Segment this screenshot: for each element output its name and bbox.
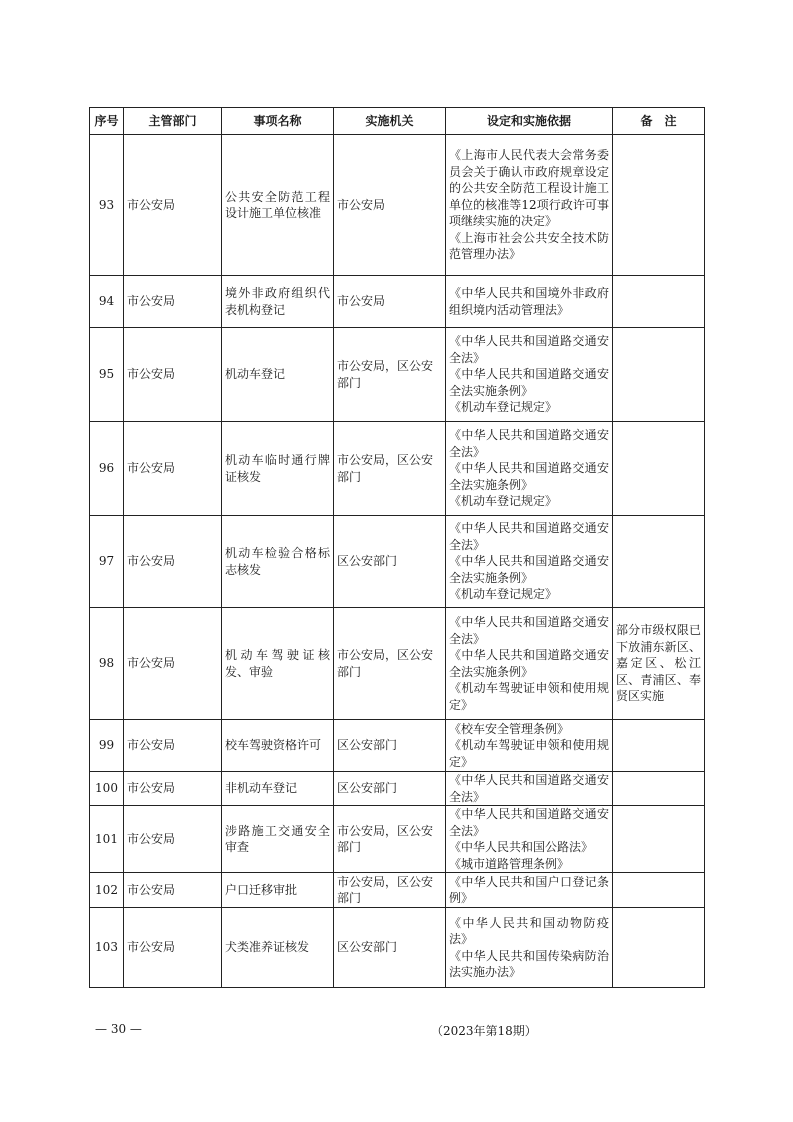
row-agency: 区公安部门 xyxy=(334,772,446,806)
row-agency: 市公安局，区公安部门 xyxy=(334,422,446,516)
row-agency: 区公安部门 xyxy=(334,516,446,608)
row-item-name: 机动车临时通行牌证核发 xyxy=(222,422,334,516)
basis-document: 《中华人民共和国道路交通安全法实施条例》 xyxy=(449,648,609,679)
row-notes xyxy=(613,328,705,422)
basis-document: 《中华人民共和国道路交通安全法》 xyxy=(449,773,609,804)
table-row xyxy=(90,806,705,873)
table-row xyxy=(90,608,705,720)
row-item-name: 机动车登记 xyxy=(222,328,334,422)
basis-document: 《校车安全管理条例》 xyxy=(449,721,570,736)
row-index: 94 xyxy=(90,276,124,328)
row-basis xyxy=(446,608,613,720)
basis-document: 《中华人民共和国道路交通安全法实施条例》 xyxy=(449,461,609,492)
row-notes xyxy=(613,908,705,988)
row-department: 市公安局 xyxy=(124,608,222,720)
row-notes xyxy=(613,720,705,772)
basis-document: 《机动车登记规定》 xyxy=(449,494,558,509)
row-index: 101 xyxy=(90,806,124,873)
row-notes xyxy=(613,806,705,873)
row-item-name: 非机动车登记 xyxy=(222,772,334,806)
basis-document: 《机动车登记规定》 xyxy=(449,400,558,415)
row-department: 市公安局 xyxy=(124,908,222,988)
basis-document: 《中华人民共和国传染病防治法实施办法》 xyxy=(449,948,609,979)
row-notes xyxy=(613,772,705,806)
table-row xyxy=(90,276,705,328)
row-agency: 市公安局，区公安部门 xyxy=(334,873,446,908)
row-item-name: 机动车驾驶证核发、审验 xyxy=(222,608,334,720)
header-item-name: 事项名称 xyxy=(222,108,334,135)
row-index: 95 xyxy=(90,328,124,422)
row-basis xyxy=(446,516,613,608)
issue-label: （2023年第18期） xyxy=(431,1024,537,1038)
row-basis xyxy=(446,772,613,806)
basis-document: 《中华人民共和国动物防疫法》 xyxy=(449,915,609,946)
row-department: 市公安局 xyxy=(124,135,222,276)
row-notes xyxy=(613,873,705,908)
row-basis xyxy=(446,806,613,873)
basis-document: 《城市道路管理条例》 xyxy=(449,856,570,871)
row-item-name: 涉路施工交通安全审查 xyxy=(222,806,334,873)
row-agency: 区公安部门 xyxy=(334,908,446,988)
table-row xyxy=(90,516,705,608)
row-notes: 部分市级权限已下放浦东新区、嘉定区、松江区、青浦区、奉贤区实施 xyxy=(613,608,705,720)
basis-document: 《中华人民共和国道路交通安全法实施条例》 xyxy=(449,554,609,585)
row-index: 97 xyxy=(90,516,124,608)
basis-document: 《中华人民共和国道路交通安全法实施条例》 xyxy=(449,367,609,398)
row-department: 市公安局 xyxy=(124,772,222,806)
row-item-name: 机动车检验合格标志核发 xyxy=(222,516,334,608)
row-index: 102 xyxy=(90,873,124,908)
row-basis xyxy=(446,720,613,772)
row-department: 市公安局 xyxy=(124,422,222,516)
basis-document: 《中华人民共和国道路交通安全法》 xyxy=(449,521,609,552)
row-department: 市公安局 xyxy=(124,276,222,328)
basis-document: 《中华人民共和国道路交通安全法》 xyxy=(449,615,609,646)
basis-document: 《中华人民共和国道路交通安全法》 xyxy=(449,428,609,459)
basis-document: 《中华人民共和国公路法》 xyxy=(449,840,594,854)
row-index: 96 xyxy=(90,422,124,516)
row-index: 103 xyxy=(90,908,124,988)
table-row xyxy=(90,720,705,772)
page-footer xyxy=(89,1022,704,1042)
permit-table xyxy=(89,107,705,988)
row-item-name: 户口迁移审批 xyxy=(222,873,334,908)
row-item-name: 公共安全防范工程设计施工单位核准 xyxy=(222,135,334,276)
row-index: 98 xyxy=(90,608,124,720)
basis-document: 《中华人民共和国户口登记条例》 xyxy=(449,874,609,905)
header-notes: 备 注 xyxy=(613,108,705,135)
basis-document: 《中华人民共和国境外非政府组织境内活动管理法》 xyxy=(449,286,609,317)
basis-document: 《机动车驾驶证申领和使用规定》 xyxy=(449,738,609,769)
row-department: 市公安局 xyxy=(124,328,222,422)
row-department: 市公安局 xyxy=(124,806,222,873)
row-basis xyxy=(446,873,613,908)
row-basis xyxy=(446,135,613,276)
row-agency: 市公安局 xyxy=(334,276,446,328)
row-index: 93 xyxy=(90,135,124,276)
row-agency: 市公安局，区公安部门 xyxy=(334,608,446,720)
table-row xyxy=(90,328,705,422)
row-basis xyxy=(446,908,613,988)
basis-document: 《中华人民共和国道路交通安全法》 xyxy=(449,807,609,838)
row-agency: 市公安局，区公安部门 xyxy=(334,328,446,422)
table-row xyxy=(90,908,705,988)
row-item-name: 犬类准养证核发 xyxy=(222,908,334,988)
header-agency: 实施机关 xyxy=(334,108,446,135)
row-notes xyxy=(613,422,705,516)
row-basis xyxy=(446,276,613,328)
row-department: 市公安局 xyxy=(124,873,222,908)
basis-document: 《上海市社会公共安全技术防范管理办法》 xyxy=(449,230,609,262)
row-department: 市公安局 xyxy=(124,516,222,608)
table-row xyxy=(90,422,705,516)
row-department: 市公安局 xyxy=(124,720,222,772)
basis-document: 《机动车驾驶证申领和使用规定》 xyxy=(449,681,609,712)
row-index: 100 xyxy=(90,772,124,806)
header-index: 序号 xyxy=(90,108,124,135)
row-notes xyxy=(613,516,705,608)
basis-document: 《机动车登记规定》 xyxy=(449,587,558,602)
basis-document: 《中华人民共和国道路交通安全法》 xyxy=(449,334,609,365)
table-row xyxy=(90,873,705,908)
row-item-name: 校车驾驶资格许可 xyxy=(222,720,334,772)
row-basis xyxy=(446,328,613,422)
table-row xyxy=(90,135,705,276)
header-department: 主管部门 xyxy=(124,108,222,135)
table-header-row xyxy=(90,108,705,135)
row-agency: 市公安局 xyxy=(334,135,446,276)
table-row xyxy=(90,772,705,806)
page-number: — 30 — xyxy=(95,1022,142,1036)
row-basis xyxy=(446,422,613,516)
row-agency: 市公安局，区公安部门 xyxy=(334,806,446,873)
basis-document: 《上海市人民代表大会常务委员会关于确认市政府规章设定的公共安全防范工程设计施工单位的核准等12项行政许可事项继续实施的决定》 xyxy=(449,148,609,229)
row-agency: 区公安部门 xyxy=(334,720,446,772)
header-basis: 设定和实施依据 xyxy=(446,108,613,135)
row-item-name: 境外非政府组织代表机构登记 xyxy=(222,276,334,328)
row-index: 99 xyxy=(90,720,124,772)
row-notes xyxy=(613,135,705,276)
table-body xyxy=(90,135,705,988)
row-notes xyxy=(613,276,705,328)
